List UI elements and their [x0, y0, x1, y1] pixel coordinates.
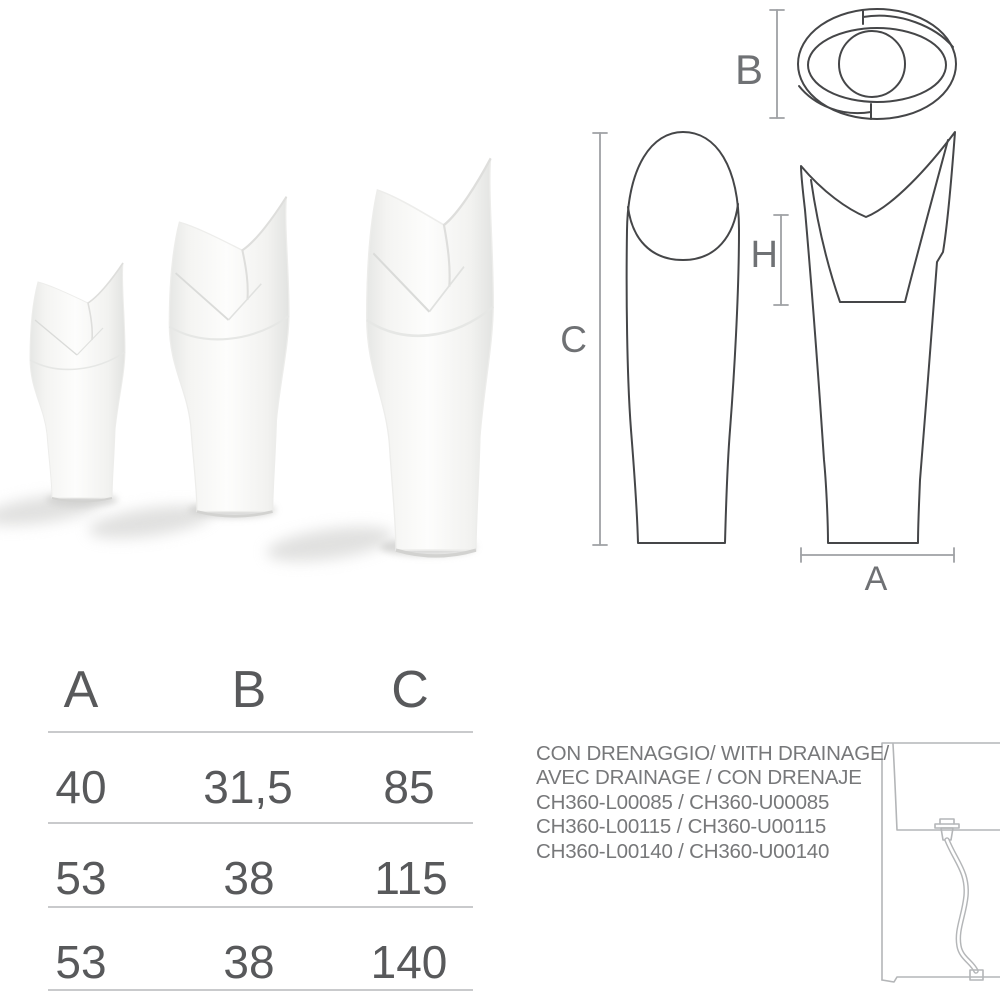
- dimension-lines: [593, 10, 954, 562]
- product-code-line: CH360-L00115 / CH360-U00115: [536, 815, 827, 839]
- dimension-b-label: B: [734, 46, 763, 93]
- table-cell: 53: [55, 852, 107, 904]
- table-rule: [48, 906, 473, 908]
- drainage-detail-drawing: [882, 743, 1000, 982]
- dimension-c-label: C: [560, 319, 587, 360]
- table-cell: 53: [55, 936, 107, 988]
- table-cell: 140: [370, 936, 448, 988]
- table-header-a: A: [63, 661, 99, 719]
- table-cell: 31,5: [203, 761, 293, 813]
- dimension-h-label: H: [750, 234, 778, 276]
- drainage-title-line-2: AVEC DRAINAGE / CON DRENAJE: [536, 766, 862, 790]
- product-code-line: CH360-L00140 / CH360-U00140: [536, 839, 830, 863]
- front-view-drawing: [627, 132, 739, 543]
- drainage-title-line-1: CON DRENAGGIO/ WITH DRAINAGE/: [536, 742, 889, 765]
- table-header-b: B: [231, 661, 267, 719]
- table-cell: 115: [374, 852, 448, 904]
- side-view-drawing: [801, 132, 955, 543]
- dimension-a-label: A: [864, 560, 888, 598]
- dimension-c-line: [593, 133, 607, 545]
- drain-tube-inner: [947, 840, 976, 971]
- table-rule: [48, 731, 473, 733]
- table-header-c: C: [391, 661, 429, 719]
- table-cell: 38: [223, 936, 275, 988]
- drainage-notes: [536, 742, 889, 864]
- table-rule: [48, 822, 473, 824]
- product-code-line: CH360-L00085 / CH360-U00085: [536, 790, 830, 814]
- table-rule: [48, 989, 473, 991]
- table-cell: 40: [55, 761, 107, 813]
- top-view-drawing: [798, 9, 956, 119]
- table-cell: 85: [383, 761, 435, 813]
- table-cell: 38: [223, 852, 275, 904]
- dimension-b-line: [770, 10, 784, 118]
